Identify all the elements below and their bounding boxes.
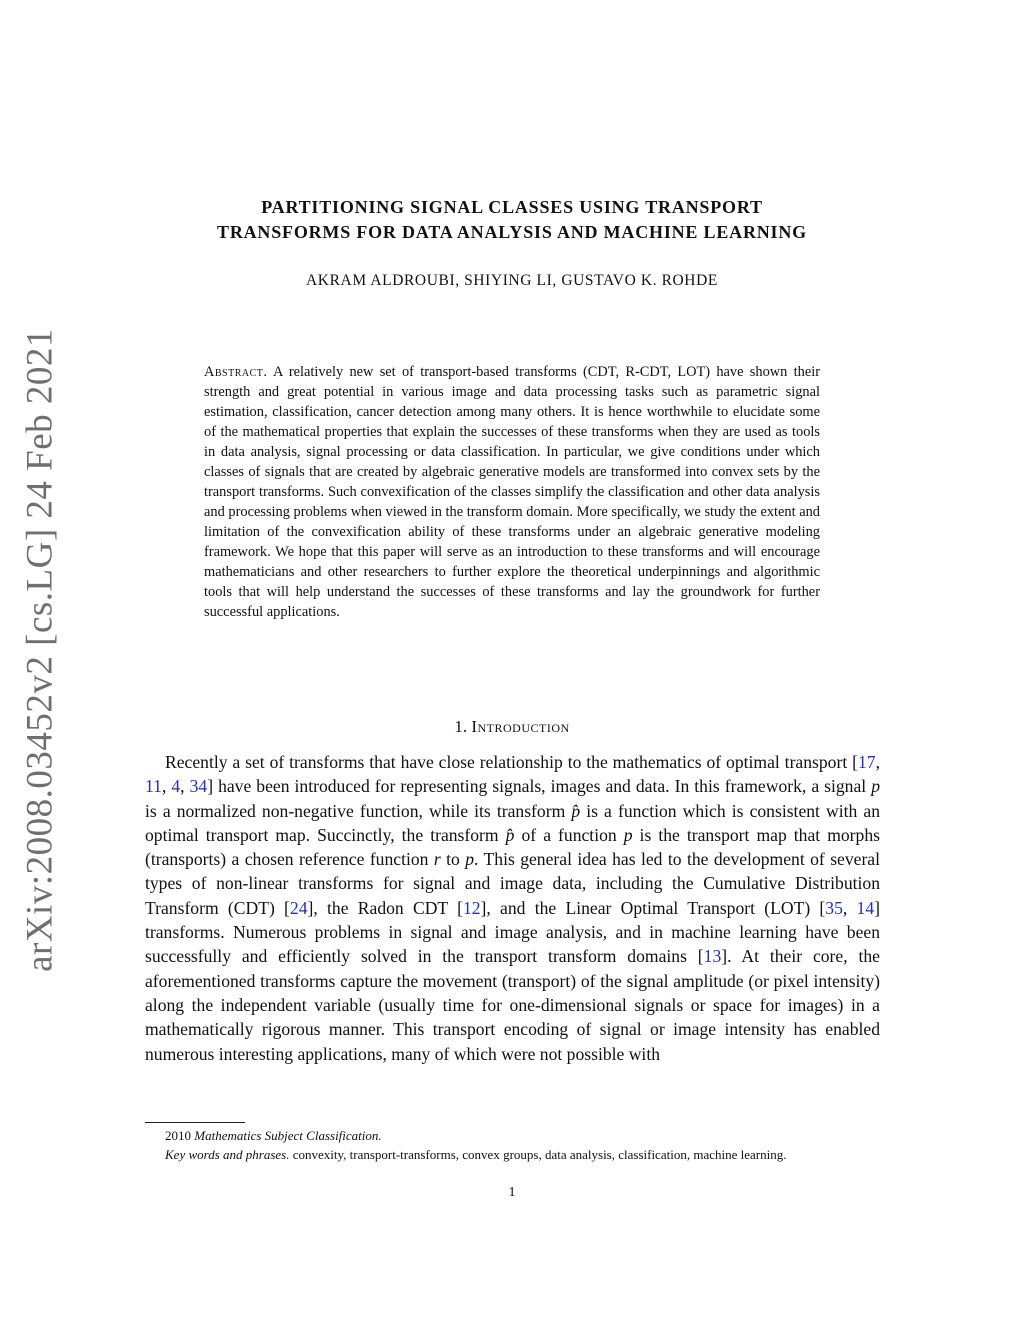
intro-text: , (842, 897, 857, 918)
section-title: Introduction (471, 717, 570, 736)
intro-text: is a normalized non-negative function, while its transform (145, 800, 572, 821)
intro-text: Recently a set of transforms that have close relationship to the mathematics of optimal transport [ (165, 752, 858, 772)
intro-text: , (875, 752, 880, 772)
citation-link[interactable]: 17 (858, 752, 876, 772)
section-heading (140, 717, 884, 737)
math-symbol-p-hat: p̂ (571, 800, 581, 821)
intro-text: ], the Radon CDT [ (307, 897, 463, 918)
math-symbol-p: p (465, 849, 475, 870)
intro-paragraph (145, 750, 880, 1066)
page-number: 1 (508, 1185, 516, 1200)
citation-link[interactable]: 34 (189, 776, 208, 797)
intro-text: is the transport map that morphs (transports) a chosen reference function (145, 824, 880, 870)
citation-link[interactable]: 13 (703, 946, 722, 967)
title-line-1: PARTITIONING SIGNAL CLASSES USING TRANSPORT (261, 197, 763, 217)
math-symbol-r: r (433, 849, 441, 870)
citation-link[interactable]: 24 (289, 897, 308, 918)
footnote-divider (145, 1122, 245, 1123)
intro-text: ] have been introduced for representing signals, images and data. In this framework, a signal (207, 776, 872, 797)
citation-link[interactable]: 4 (171, 776, 181, 797)
keywords-label: Key words and phrases. (165, 1147, 290, 1162)
abstract-text: A relatively new set of transport-based transforms (CDT, R-CDT, LOT) have shown their strength and great potential in various image and data processing tasks such as parametric signal estimation, classification, cancer detection among many others. It is hence worthwhile to elucidate some of the mathematical properties that explain the successes of these transforms when they are used as tools in data analysis, signal processing or data classification. In particular, we give conditions under which classes of signals that are created by algebraic generative models are transformed into convex sets by the transport transforms. Such convexification of the classes simplify the classification and other data analysis and processing problems when viewed in the transform domain. More specifically, we study the extent and limitation of the convexification ability of these transforms under an algebraic generative modeling framework. We hope that this paper will serve as an introduction to these transforms and will encourage mathematicians and other researchers to further explore the theoretical underpinnings and algorithmic tools that will help understand the successes of these transforms and lay the groundwork for further successful applications. (204, 364, 821, 620)
citation-link[interactable]: 35 (825, 897, 843, 918)
intro-text: is a function which is consistent with an optimal transport map. Succinctly, the transform (145, 800, 880, 845)
arxiv-sidebar (2, 328, 78, 972)
title-line-2: TRANSFORMS FOR DATA ANALYSIS AND MACHINE LEARNING (217, 222, 807, 242)
citation-link[interactable]: 12 (462, 897, 481, 918)
introduction-body (145, 750, 880, 1066)
intro-text: of a function (514, 824, 624, 845)
math-symbol-p-hat: p̂ (505, 824, 515, 845)
section-number: 1. (454, 717, 468, 736)
intro-text: ], and the Linear Optimal Transport (LOT) [ (480, 897, 826, 918)
abstract (204, 362, 820, 622)
intro-text: . This general idea has led to the development of several types of non-linear transforms for signal and image data, including the Cumulative Distribution Transform (CDT) [ (145, 849, 881, 918)
keywords-text: convexity, transport-transforms, convex groups, data analysis, classification, machine learning. (292, 1147, 787, 1162)
footnote-keywords (145, 1145, 880, 1164)
citation-link[interactable]: 14 (856, 897, 875, 918)
intro-text: ]. At their core, the aforementioned transforms capture the movement (transport) of the signal amplitude (or pixel intensity) along the independent variable (usually time for one-dimensional signals or space for images) in a mathematically rigorous manner. This transport encoding of signal or image intensity has enabled numerous interesting applications, many of which were not possible with (145, 946, 880, 1064)
footnotes (145, 1126, 880, 1164)
intro-text: , (180, 776, 190, 797)
intro-text: , (161, 776, 172, 797)
math-symbol-p: p (871, 776, 880, 797)
citation-link[interactable]: 11 (145, 776, 162, 797)
intro-text: to (440, 849, 466, 870)
abstract-heading: Abstract. (204, 364, 268, 380)
intro-text: ] transforms. Numerous problems in signal and image analysis, and in machine learning have been successfully and efficiently solved in the transport transform domains [ (145, 897, 880, 967)
author-list: AKRAM ALDROUBI, SHIYING LI, GUSTAVO K. ROHDE (306, 272, 718, 289)
msc-year: 2010 (165, 1128, 191, 1143)
paper-title (140, 195, 884, 245)
math-symbol-p: p (623, 824, 633, 845)
msc-label: Mathematics Subject Classification. (194, 1128, 382, 1143)
arxiv-identifier: arXiv:2008.03452v2 [cs.LG] 24 Feb 2021 (19, 328, 61, 972)
footnote-msc (145, 1126, 880, 1145)
